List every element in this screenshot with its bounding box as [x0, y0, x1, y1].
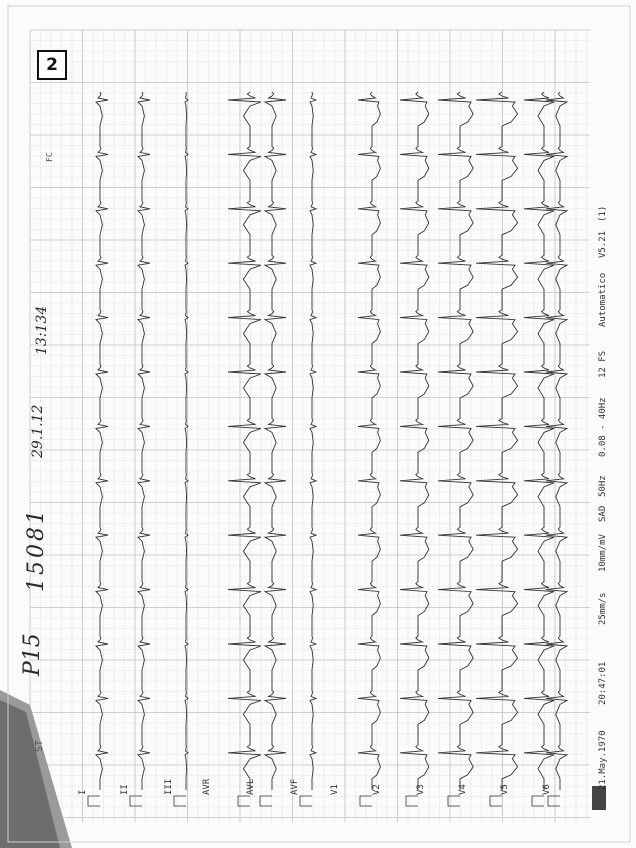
- handwritten-patient: P15: [20, 633, 45, 676]
- lead-label-v4: V4: [458, 784, 468, 795]
- footer-gain: 10mm/mV: [598, 534, 608, 572]
- lead-label-avr: AVR: [202, 778, 212, 795]
- lead-label-i: I: [78, 789, 88, 795]
- ecg-trace-avl: [265, 92, 286, 790]
- ecg-grid: [30, 30, 590, 822]
- calibration-pulse-avf: [300, 796, 312, 806]
- calibration-pulse-ii: [130, 796, 142, 806]
- ecg-trace-v1: [358, 92, 380, 790]
- figure-number-badge: [37, 50, 67, 80]
- handwritten-date: 29.1.12: [30, 404, 46, 458]
- lead-label-ii: II: [120, 784, 130, 795]
- calibration-pulse-i: [88, 796, 100, 806]
- handwritten-id: 15081: [24, 507, 49, 592]
- handwritten-time: 13:134: [34, 305, 50, 355]
- footer-page: (1): [598, 205, 608, 222]
- footer-sad: SAD: [598, 505, 608, 522]
- footer-time: 20:47:01: [598, 661, 608, 705]
- ecg-trace-v2: [400, 92, 429, 790]
- lead-label-v1: V1: [330, 784, 340, 795]
- lead-label-v6: V6: [542, 784, 552, 795]
- sheet-edge: [8, 6, 630, 842]
- ecg-trace-v3: [438, 92, 473, 790]
- ecg-trace-v5: [524, 92, 554, 790]
- lead-label-v2: V2: [372, 784, 382, 795]
- footer-fs: 12 FS: [598, 350, 608, 378]
- footer-version: V5.21: [598, 230, 608, 258]
- calibration-pulse-iii: [174, 796, 186, 806]
- ecg-trace-ii: [138, 92, 150, 790]
- ecg-trace-avr: [228, 92, 261, 790]
- footer-mode: Automatico: [598, 272, 608, 327]
- ecg-traces: [88, 92, 567, 806]
- ecg-trace-avf: [310, 92, 316, 790]
- footer-date: 21.May.1970: [598, 730, 608, 790]
- calibration-pulse-v6: [548, 796, 560, 806]
- lead-label-v5: V5: [500, 784, 510, 795]
- ecg-trace-v6: [546, 92, 567, 790]
- ecg-trace-i: [96, 92, 108, 790]
- lead-label-avl: AVL: [246, 778, 256, 795]
- footer-filter: 0.08 - 40Hz: [598, 397, 608, 457]
- lead-label-avf: AVF: [290, 778, 300, 795]
- lead-label-v3: V3: [416, 784, 426, 795]
- footer-speed: 25mm/s: [598, 592, 608, 625]
- calibration-pulse-avl: [260, 796, 272, 806]
- header-code: ST: [34, 739, 45, 752]
- footer-mains: 50Hz: [598, 475, 608, 497]
- figure-number: 2: [46, 55, 58, 75]
- lead-label-iii: III: [164, 778, 174, 795]
- ecg-trace-v4: [476, 92, 518, 790]
- fc-label: FC: [45, 152, 54, 162]
